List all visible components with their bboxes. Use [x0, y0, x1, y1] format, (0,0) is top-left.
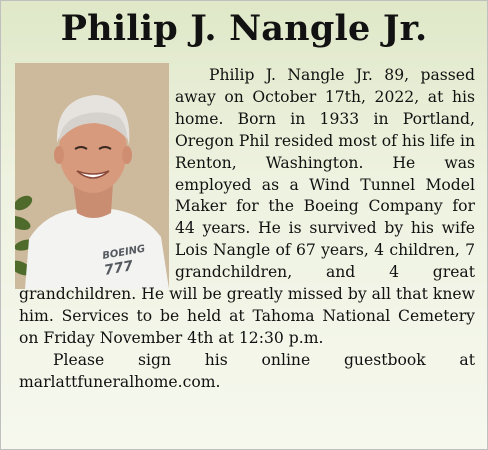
obituary-paragraph-guestbook: Please sign his online guestbook at marlattfuneralhome.com.	[19, 350, 475, 391]
obituary-body	[19, 65, 475, 394]
svg-text:BOEING: BOEING	[101, 243, 147, 262]
obituary-paragraph-main: Philip J. Nangle Jr. 89, passed away on October 17th, 2022, at his home. Born in 1933 in Portland, Oregon Phil resided most of his life in Renton, Washington. He was employed as a Wind Tunnel Model Maker for the Boeing Company for 44 years. He is survived by his wife Lois Nangle of 67 years, 4 children, 7 grandchildren, and 4 great grandchildren. He will be greatly missed by all that knew him. Services to be held at Tahoma National Cemetery on Friday November 4th at 12:30 p.m.	[19, 66, 475, 347]
obituary-title: Philip J. Nangle Jr.	[60, 8, 428, 49]
photo-spacer	[19, 65, 175, 283]
svg-text:777: 777	[102, 258, 135, 279]
